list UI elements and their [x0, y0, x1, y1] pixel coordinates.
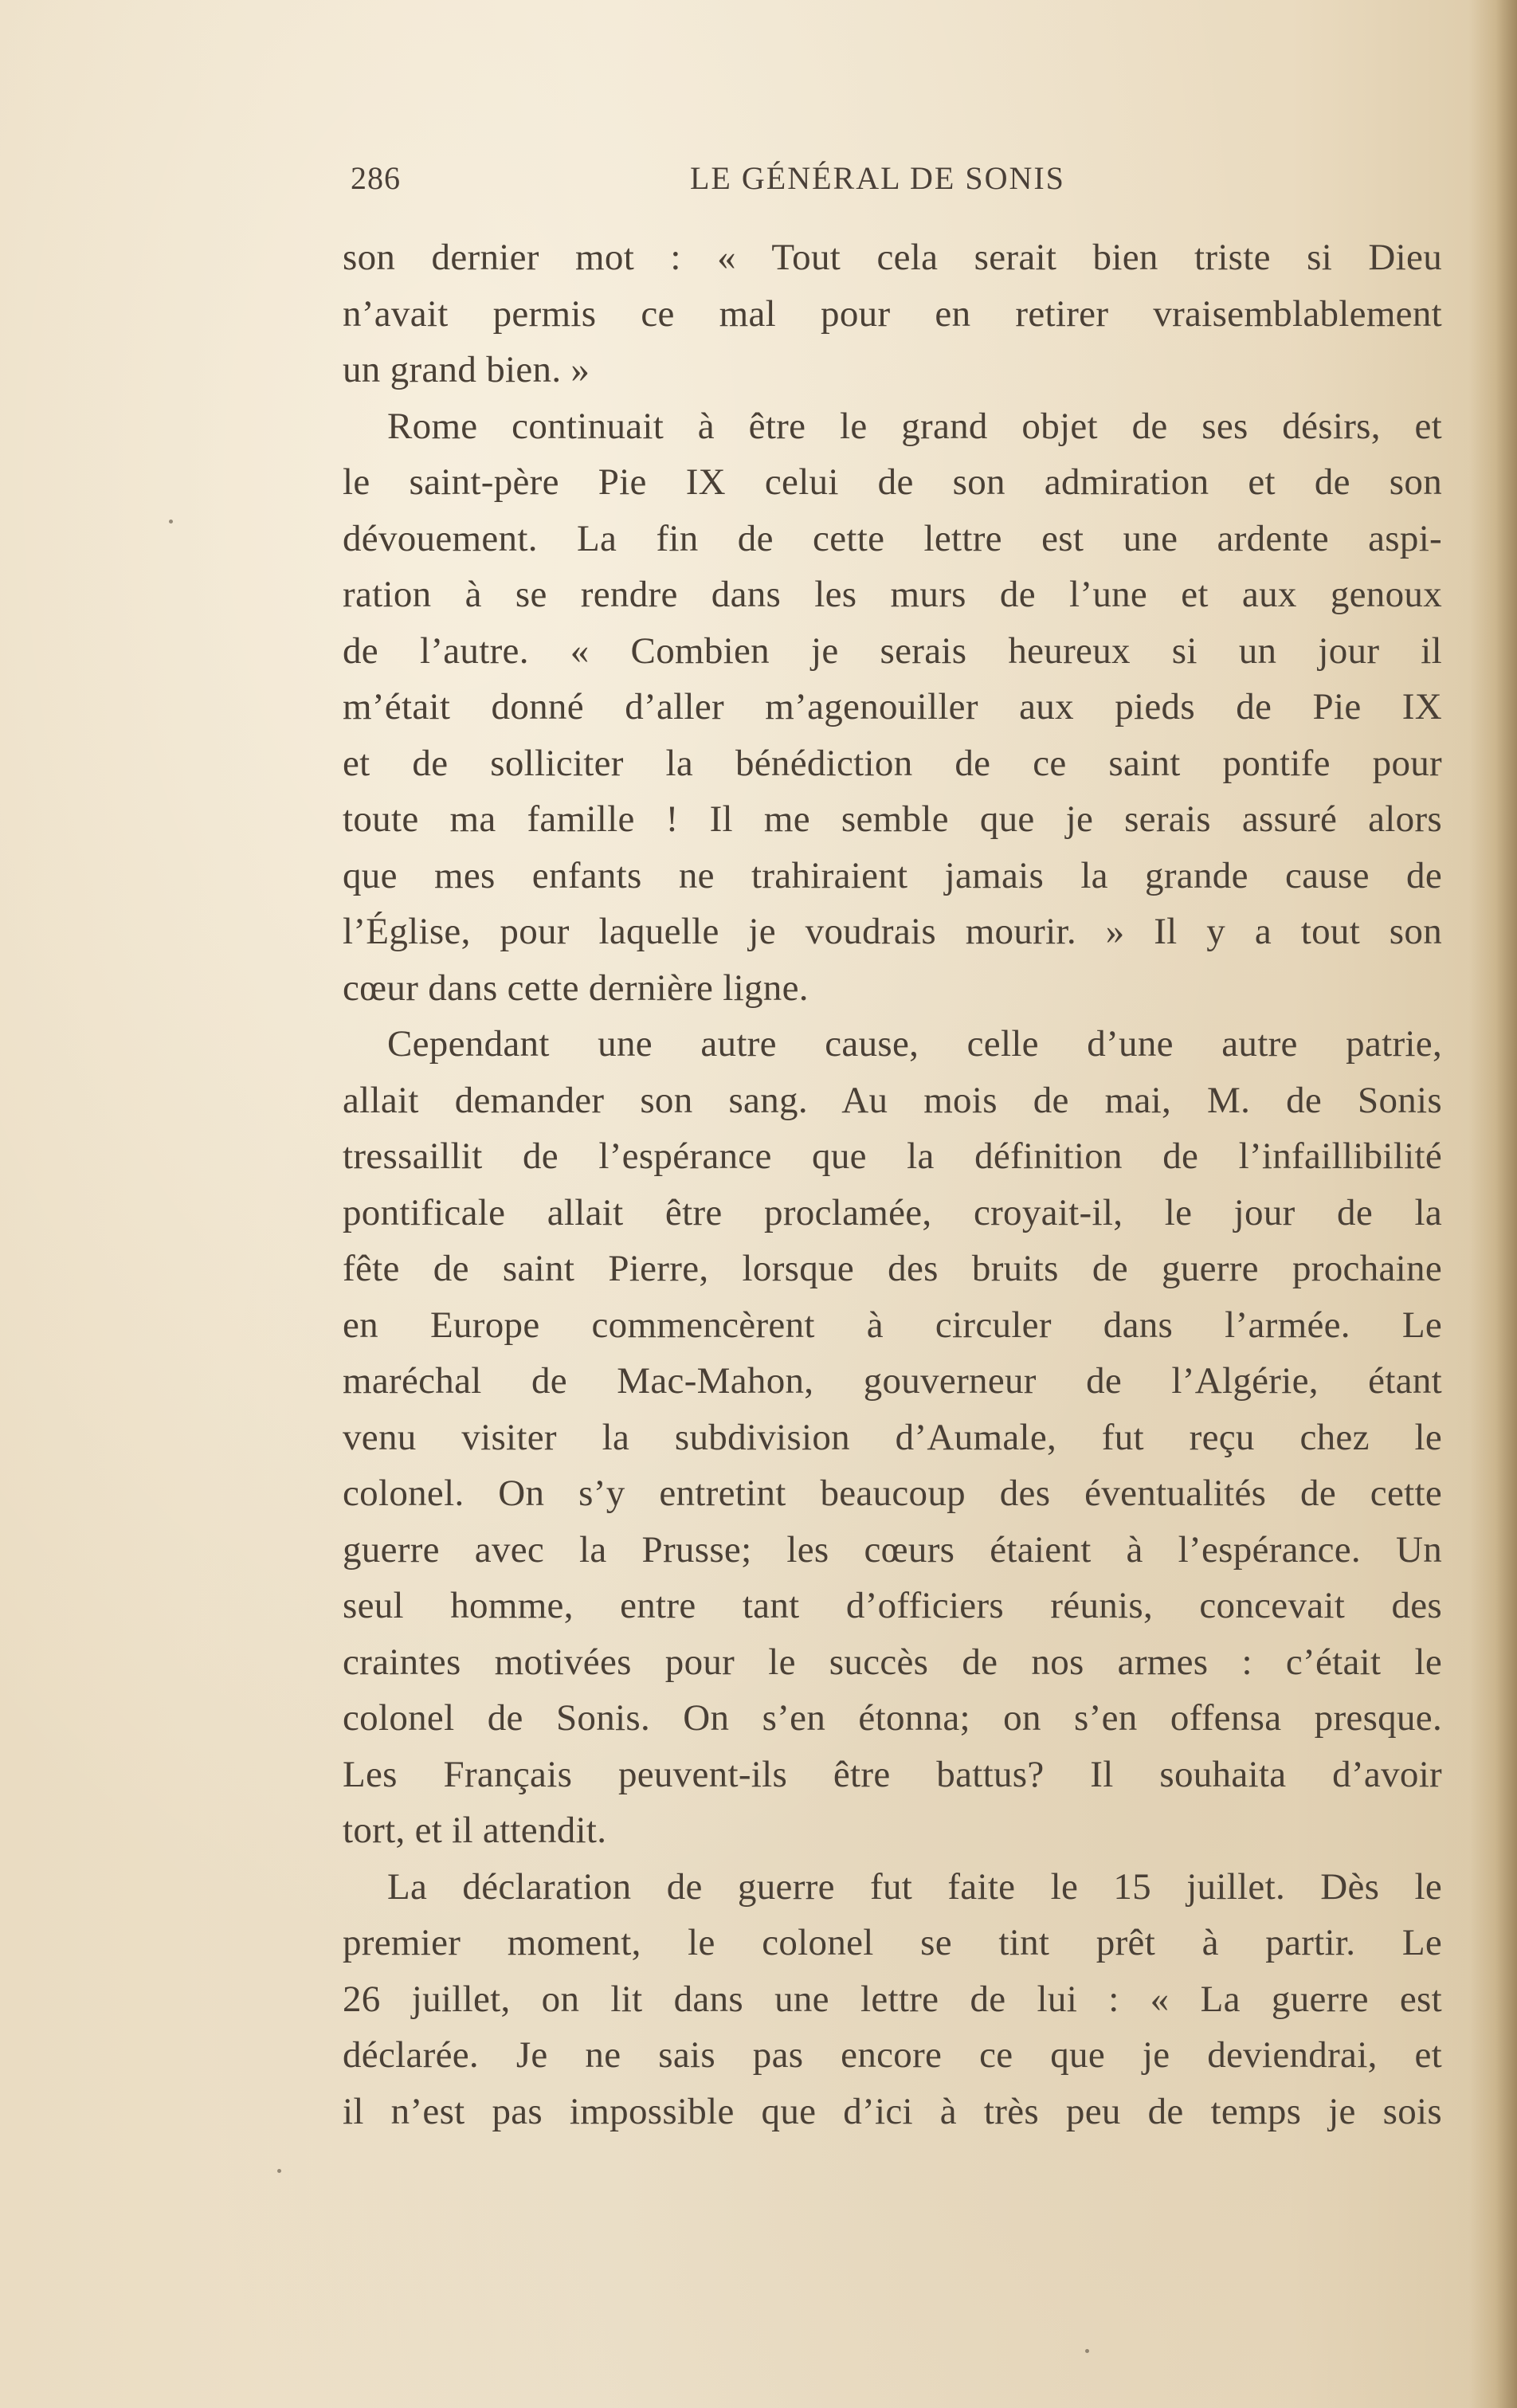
page-number: 286 [351, 160, 401, 196]
text-line: guerre avec la Prusse; les cœurs étaient à l’espérance. Un [343, 1528, 1442, 1571]
body-text [343, 229, 1442, 2139]
text-line: l’Église, pour laquelle je voudrais mourir. » Il y a tout son [343, 911, 1442, 952]
text-line: allait demander son sang. Au mois de mai, M. de Sonis [343, 1079, 1442, 1121]
text-line: fête de saint Pierre, lorsque des bruits de guerre prochaine [343, 1248, 1442, 1289]
text-line: son dernier mot : « Tout cela serait bien triste si Dieu [343, 237, 1442, 278]
text-line: toute ma famille ! Il me semble que je serais assuré alors [343, 798, 1442, 840]
text-line: colonel de Sonis. On s’en étonna; on s’en offensa presque. [343, 1697, 1442, 1739]
text-line: il n’est pas impossible que d’ici à très peu de temps je sois [343, 2090, 1442, 2132]
text-line: seul homme, entre tant d’officiers réunis, concevait des [343, 1585, 1442, 1626]
text-line: colonel. On s’y entretint beaucoup des éventualités de cette [343, 1473, 1442, 1514]
text-line: déclarée. Je ne sais pas encore ce que je deviendrai, et [343, 2034, 1442, 2076]
paper-speck [277, 2169, 281, 2173]
text-line: un grand bien. » [343, 349, 590, 390]
text-line: le saint-père Pie IX celui de son admiration et de son [343, 461, 1442, 503]
text-line: tort, et il attendit. [343, 1810, 607, 1851]
text-line: 26 juillet, on lit dans une lettre de lui : « La guerre est [343, 1978, 1442, 2020]
text-line: tressaillit de l’espérance que la définition de l’infaillibilité [343, 1135, 1442, 1177]
text-line: craintes motivées pour le succès de nos armes : c’était le [343, 1641, 1442, 1683]
text-line: que mes enfants ne trahiraient jamais la grande cause de [343, 854, 1442, 896]
text-line: venu visiter la subdivision d’Aumale, fut reçu chez le [343, 1416, 1442, 1458]
text-line: premier moment, le colonel se tint prêt à partir. Le [343, 1922, 1442, 1963]
paper-speck [169, 520, 173, 524]
page-edge-shadow [1469, 0, 1517, 2408]
text-line: ration à se rendre dans les murs de l’une et aux genoux [343, 574, 1442, 615]
text-line: cœur dans cette dernière ligne. [343, 967, 809, 1009]
text-line: Cependant une autre cause, celle d’une autre patrie, [387, 1023, 1442, 1065]
running-title: LE GÉNÉRAL DE SONIS [690, 160, 1065, 196]
text-line: Les Français peuvent-ils être battus? Il souhaita d’avoir [343, 1753, 1442, 1795]
text-line: maréchal de Mac-Mahon, gouverneur de l’Algérie, étant [343, 1360, 1442, 1402]
text-line: pontificale allait être proclamée, croyait-il, le jour de la [343, 1191, 1442, 1233]
text-line: en Europe commencèrent à circuler dans l’armée. Le [343, 1304, 1442, 1346]
text-line: de l’autre. « Combien je serais heureux si un jour il [343, 629, 1442, 672]
paper-speck [1085, 2349, 1089, 2353]
text-line: Rome continuait à être le grand objet de ses désirs, et [387, 405, 1442, 447]
text-line: et de solliciter la bénédiction de ce saint pontife pour [343, 742, 1442, 784]
text-line: La déclaration de guerre fut faite le 15 juillet. Dès le [387, 1865, 1442, 1908]
running-head [351, 150, 1442, 206]
text-line: dévouement. La fin de cette lettre est une ardente aspi- [343, 517, 1442, 559]
text-line: n’avait permis ce mal pour en retirer vraisemblablement [343, 292, 1442, 335]
text-line: m’était donné d’aller m’agenouiller aux pieds de Pie IX [343, 686, 1442, 727]
